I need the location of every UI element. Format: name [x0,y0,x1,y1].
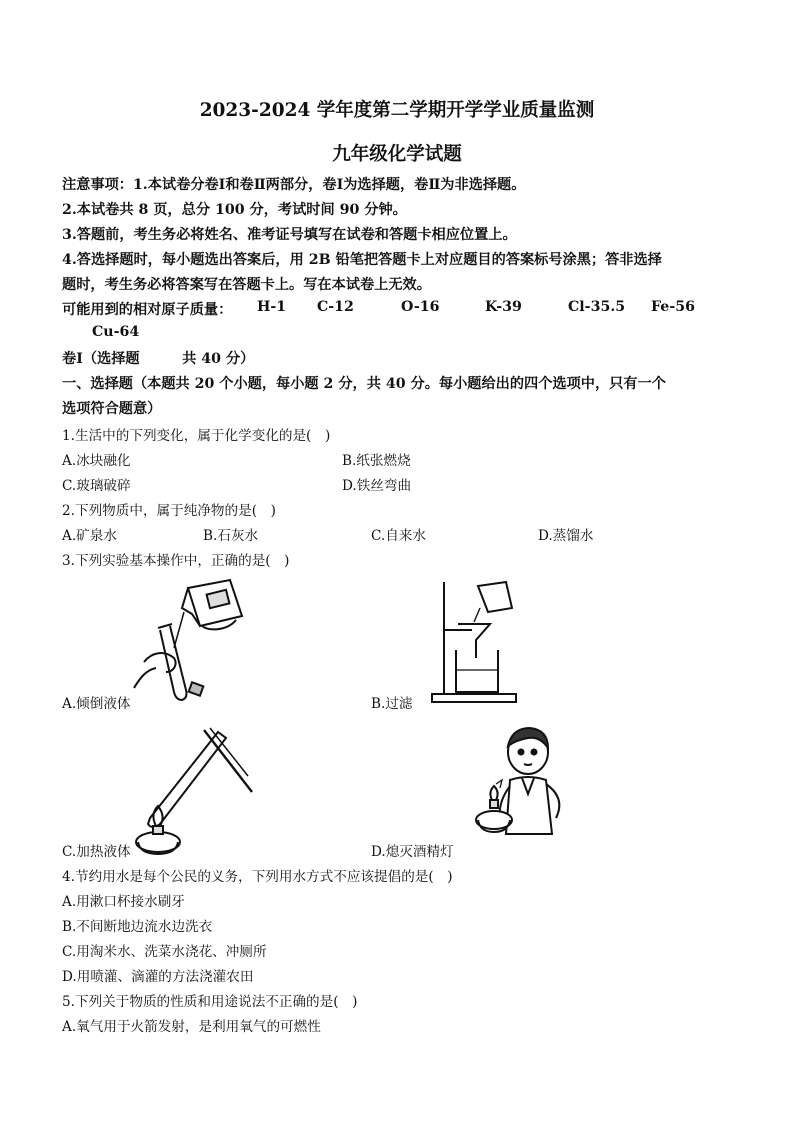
q3-option-d: D.熄灭酒精灯 [371,844,454,860]
figure-extinguish-lamp [470,722,580,856]
atomic-mass-item: Cu-64 [92,324,140,340]
atomic-mass-item: H-1 [257,299,287,315]
question-5-stem: 5.下列关于物质的性质和用途说法不正确的是( ) [62,994,358,1010]
section-instructions-b: 选项符合题意） [62,401,162,417]
q3-option-b: B.过滤 [371,696,413,712]
atomic-mass-item: Fe-56 [651,299,695,315]
section-instructions-a: 一、选择题（本题共 20 个小题，每小题 2 分，共 40 分。每小题给出的四个选项中，只有一个 [62,376,666,392]
exam-subtitle: 九年级化学试题 [332,144,462,165]
q1-option-b: B.纸张燃烧 [342,453,411,469]
q1-option-d: D.铁丝弯曲 [342,478,412,494]
q1-option-c: C.玻璃破碎 [62,478,131,494]
q1-option-a: A.冰块融化 [62,453,131,469]
question-2-stem: 2.下列物质中，属于纯净物的是( ) [62,503,276,519]
figure-pouring-liquid [130,578,250,710]
atomic-mass-item: C-12 [317,299,354,315]
q3-option-a: A.倾倒液体 [62,696,131,712]
atomic-masses-label: 可能用到的相对原子质量： [62,302,233,318]
q2-option-c: C.自来水 [371,528,427,544]
question-4-stem: 4.节约用水是每个公民的义务，下列用水方式不应该提倡的是( ) [62,869,453,885]
section-heading: 卷Ⅰ（选择题 共 40 分） [62,351,255,367]
atomic-mass-item: Cl-35.5 [568,299,626,315]
q2-option-d: D.蒸馏水 [538,528,594,544]
q3-option-c: C.加热液体 [62,844,131,860]
q2-option-b: B.石灰水 [203,528,259,544]
notes-line-4b: 题时，考生务必将答案写在答题卡上。写在本试卷上无效。 [62,277,431,293]
notes-line-2: 2.本试卷共 8 页，总分 100 分，考试时间 90 分钟。 [62,202,407,218]
atomic-mass-item: O-16 [401,299,440,315]
atomic-mass-item: K-39 [485,299,522,315]
q4-option-b: B.不间断地边流水边洗衣 [62,919,213,935]
q4-option-c: C.用淘米水、洗菜水浇花、冲厕所 [62,944,267,960]
q4-option-d: D.用喷灌、滴灌的方法浇灌农田 [62,969,254,985]
exam-title: 2023-2024 学年度第二学期开学学业质量监测 [199,100,595,121]
notes-line-1: 注意事项：1.本试卷分卷Ⅰ和卷Ⅱ两部分，卷Ⅰ为选择题，卷Ⅱ为非选择题。 [62,177,526,193]
q4-option-a: A.用漱口杯接水刷牙 [62,894,185,910]
q5-option-a: A.氧气用于火箭发射，是利用氧气的可燃性 [62,1019,321,1035]
question-3-stem: 3.下列实验基本操作中，正确的是( ) [62,553,290,569]
question-1-stem: 1.生活中的下列变化，属于化学变化的是( ) [62,428,331,444]
figure-filtration [428,578,528,706]
q2-option-a: A.矿泉水 [62,528,117,544]
notes-line-3: 3.答题前，考生务必将姓名、准考证号填写在试卷和答题卡相应位置上。 [62,227,517,243]
notes-line-4a: 4.答选择题时，每小题选出答案后，用 2B 铅笔把答题卡上对应题目的答案标号涂黑；答非选择 [62,252,662,268]
figure-heating-liquid [128,726,258,856]
